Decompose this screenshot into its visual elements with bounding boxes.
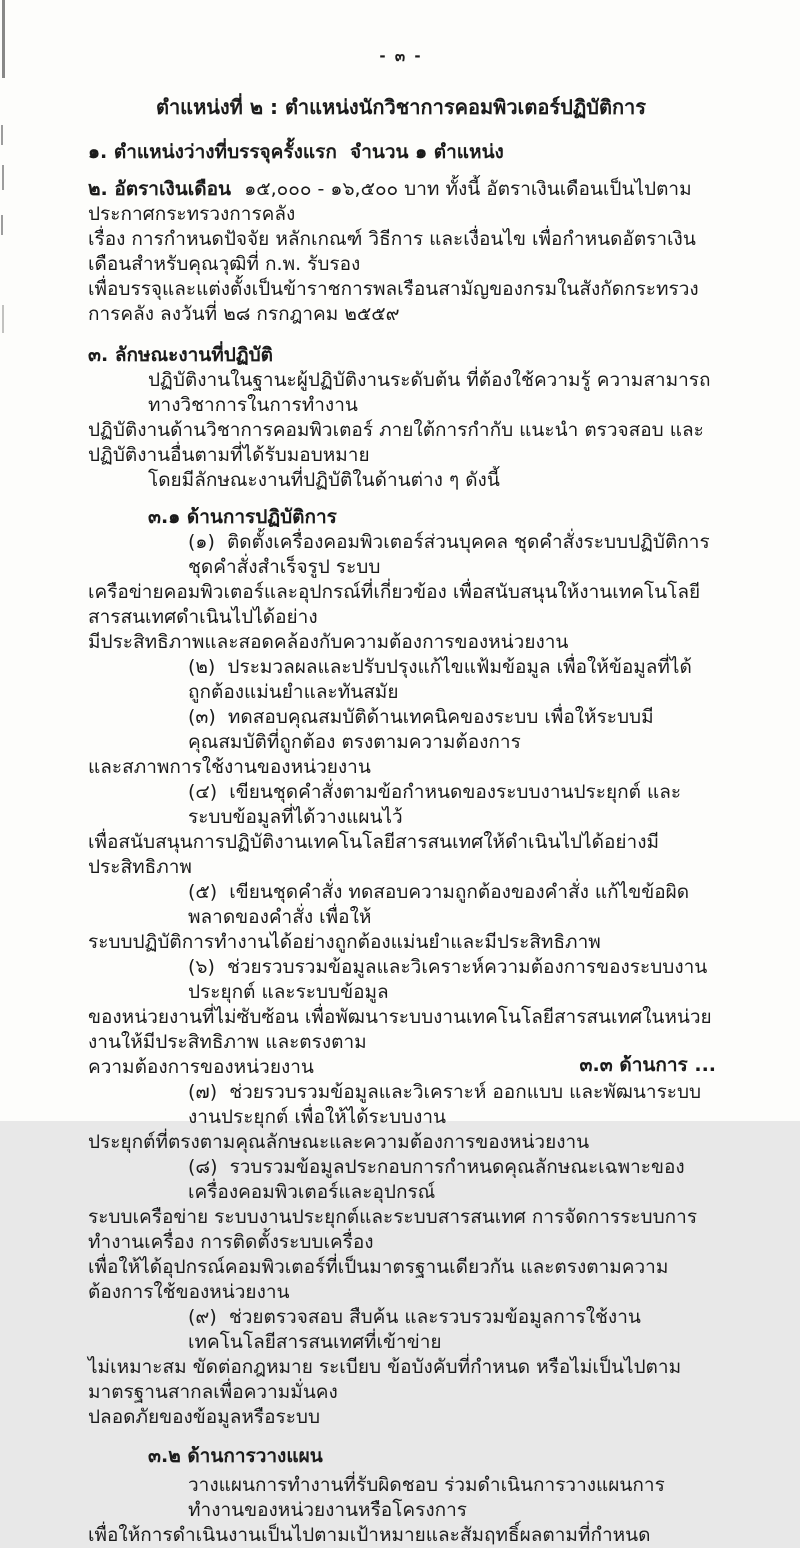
text-segment: ๓. ลักษณะงานที่ปฏิบัติ [88,344,273,366]
duty-item-4 [88,780,714,830]
duty-item-9 [88,1305,714,1355]
text-segment: ประยุกต์ที่ตรงตามคุณลักษณะและความต้องการของหน่วยงาน [88,1131,590,1153]
scan-artifact [2,0,5,78]
document-content [88,44,714,1548]
subsection-3-2-heading [88,1444,714,1469]
text-line [88,468,714,493]
text-line [88,1473,714,1523]
text-line [88,1005,714,1055]
text-segment: (๖) ช่วยรวบรวมข้อมูลและวิเคราะห์ความต้องการของระบบงานประยุกต์ และระบบข้อมูล [188,956,708,1003]
duty-item-5 [88,880,714,930]
duty-item-2 [88,655,714,705]
text-line [88,368,714,418]
text-segment: (๑) ติดตั้งเครื่องคอมพิวเตอร์ส่วนบุคคล ชุดคำสั่งระบบปฏิบัติการ ชุดคำสั่งสำเร็จรูป ระบบ [188,531,716,578]
page-number: - ๓ - [379,47,423,65]
scan-artifact [1,215,3,235]
text-segment: ปลอดภัยของข้อมูลหรือระบบ [88,1406,321,1428]
text-segment: ระบบปฏิบัติการทำงานได้อย่างถูกต้องแม่นยำและมีประสิทธิภาพ [88,931,601,953]
text-line [88,277,714,327]
text-line [88,1130,714,1155]
text-segment: ๒. อัตราเงินเดือน [88,178,245,200]
text-segment: มีประสิทธิภาพและสอดคล้องกับความต้องการของหน่วยงาน [88,631,569,653]
text-line [88,630,714,655]
text-segment: เพื่อให้ได้อุปกรณ์คอมพิวเตอร์ที่เป็นมาตรฐานเดียวกัน และตรงตามความต้องการใช้ของหน่วยงาน [88,1256,669,1303]
text-segment: วางแผนการทำงานที่รับผิดชอบ ร่วมดำเนินการวางแผนการทำงานของหน่วยงานหรือโครงการ [188,1474,665,1521]
duty-item-3 [88,705,714,755]
text-line [88,1405,714,1430]
text-segment: (๗) ช่วยรวบรวมข้อมูลและวิเคราะห์ ออกแบบ และพัฒนาระบบงานประยุกต์ เพื่อให้ได้ระบบงาน [188,1081,702,1128]
text-line [88,418,714,468]
continuation-note: ๓.๓ ด้านการ ... [579,1054,716,1076]
page-title: ตำแหน่งที่ ๒ : ตำแหน่งนักวิชาการคอมพิวเตอร์ปฏิบัติการ [155,95,647,119]
duty-item-7 [88,1080,714,1130]
text-line [88,755,714,780]
text-line [88,580,714,630]
duty-item-8 [88,1155,714,1205]
text-segment: (๙) ช่วยตรวจสอบ สืบค้น และรวบรวมข้อมูลการใช้งานเทคโนโลยีสารสนเทศที่เข้าข่าย [188,1306,641,1353]
text-segment: และสภาพการใช้งานของหน่วยงาน [88,756,371,778]
document-body [88,140,714,1548]
text-segment: (๕) เขียนชุดคำสั่ง ทดสอบความถูกต้องของคำสั่ง แก้ไขข้อผิดพลาดของคำสั่ง เพื่อให้ [188,881,690,928]
text-segment: ระบบเครือข่าย ระบบงานประยุกต์และระบบสารสนเทศ การจัดการระบบการทำงานเครื่อง การติดตั้งระบบเครื่อง [88,1206,698,1253]
text-segment: โดยมีลักษณะงานที่ปฏิบัติในด้านต่าง ๆ ดังนี้ [148,469,500,491]
text-segment: ๓.๒ ด้านการวางแผน [148,1445,323,1467]
text-line [88,830,714,880]
text-line [88,1255,714,1305]
text-segment: เครือข่ายคอมพิวเตอร์และอุปกรณ์ที่เกี่ยวข้อง เพื่อสนับสนุนให้งานเทคโนโลยีสารสนเทศดำเนินไปได้อย่าง [88,581,701,628]
section-2-salary [88,177,714,227]
text-segment: (๘) รวบรวมข้อมูลประกอบการกำหนดคุณลักษณะเฉพาะของเครื่องคอมพิวเตอร์และอุปกรณ์ [188,1156,685,1203]
text-segment: เพื่อให้การดำเนินงานเป็นไปตามเป้าหมายและสัมฤทธิ์ผลตามที่กำหนด [88,1524,651,1546]
text-line [88,1355,714,1405]
text-segment: (๓) ทดสอบคุณสมบัติด้านเทคนิคของระบบ เพื่อให้ระบบมีคุณสมบัติที่ถูกต้อง ตรงตามความต้องการ [188,706,654,753]
text-line [88,227,714,277]
duty-item-6 [88,955,714,1005]
text-segment: เรื่อง การกำหนดปัจจัย หลักเกณฑ์ วิธีการ และเงื่อนไข เพื่อกำหนดอัตราเงินเดือนสำหรับคุณวุฒิที่ ก.พ. รับรอง [88,228,696,275]
text-segment: ๑. ตำแหน่งว่างที่บรรจุครั้งแรก จำนวน ๑ ตำแหน่ง [88,141,504,163]
text-segment: (๒) ประมวลผลและปรับปรุงแก้ไขแฟ้มข้อมูล เพื่อให้ข้อมูลที่ได้ถูกต้องแม่นยำและทันสมัย [188,656,692,703]
text-line [88,930,714,955]
scan-artifact [1,125,3,145]
text-segment: ปฏิบัติงานด้านวิชาการคอมพิวเตอร์ ภายใต้การกำกับ แนะนำ ตรวจสอบ และปฏิบัติงานอื่นตามที่ได้รับมอบหมาย [88,419,704,466]
text-segment: ของหน่วยงานที่ไม่ซับซ้อน เพื่อพัฒนาระบบงานเทคโนโลยีสารสนเทศในหน่วยงานให้มีประสิทธิภาพ และตรงตาม [88,1006,712,1053]
text-segment: ไม่เหมาะสม ขัดต่อกฎหมาย ระเบียบ ข้อบังคับที่กำหนด หรือไม่เป็นไปตามมาตรฐานสากลเพื่อความมั่นคง [88,1356,682,1403]
text-segment: ความต้องการของหน่วยงาน [88,1056,314,1078]
text-line [88,1523,714,1548]
text-segment: ๑๕,๐๐๐ - ๑๖,๕๐๐ บาท ทั้งนี้ อัตราเงินเดือนเป็นไปตามประกาศกระทรวงการคลัง [88,178,692,225]
scan-artifact [2,165,4,190]
section-1-heading [88,140,714,165]
text-line [88,1205,714,1255]
scan-artifact [2,305,4,333]
subsection-3-1-heading [88,505,714,530]
text-segment: (๔) เขียนชุดคำสั่งตามข้อกำหนดของระบบงานประยุกต์ และระบบข้อมูลที่ได้วางแผนไว้ [188,781,682,828]
duty-item-1 [88,530,714,580]
text-segment: ๓.๑ ด้านการปฏิบัติการ [148,506,337,528]
text-segment: ปฏิบัติงานในฐานะผู้ปฏิบัติงานระดับต้น ที่ต้องใช้ความรู้ ความสามารถทางวิชาการในการทำงาน [148,369,711,416]
text-segment: เพื่อสนับสนุนการปฏิบัติงานเทคโนโลยีสารสนเทศให้ดำเนินไปได้อย่างมีประสิทธิภาพ [88,831,660,878]
section-3-heading [88,343,714,368]
text-segment: เพื่อบรรจุและแต่งตั้งเป็นข้าราชการพลเรือนสามัญของกรมในสังกัดกระทรวงการคลัง ลงวันที่ ๒๘ กรกฎาคม ๒๕๕๙ [88,278,699,325]
